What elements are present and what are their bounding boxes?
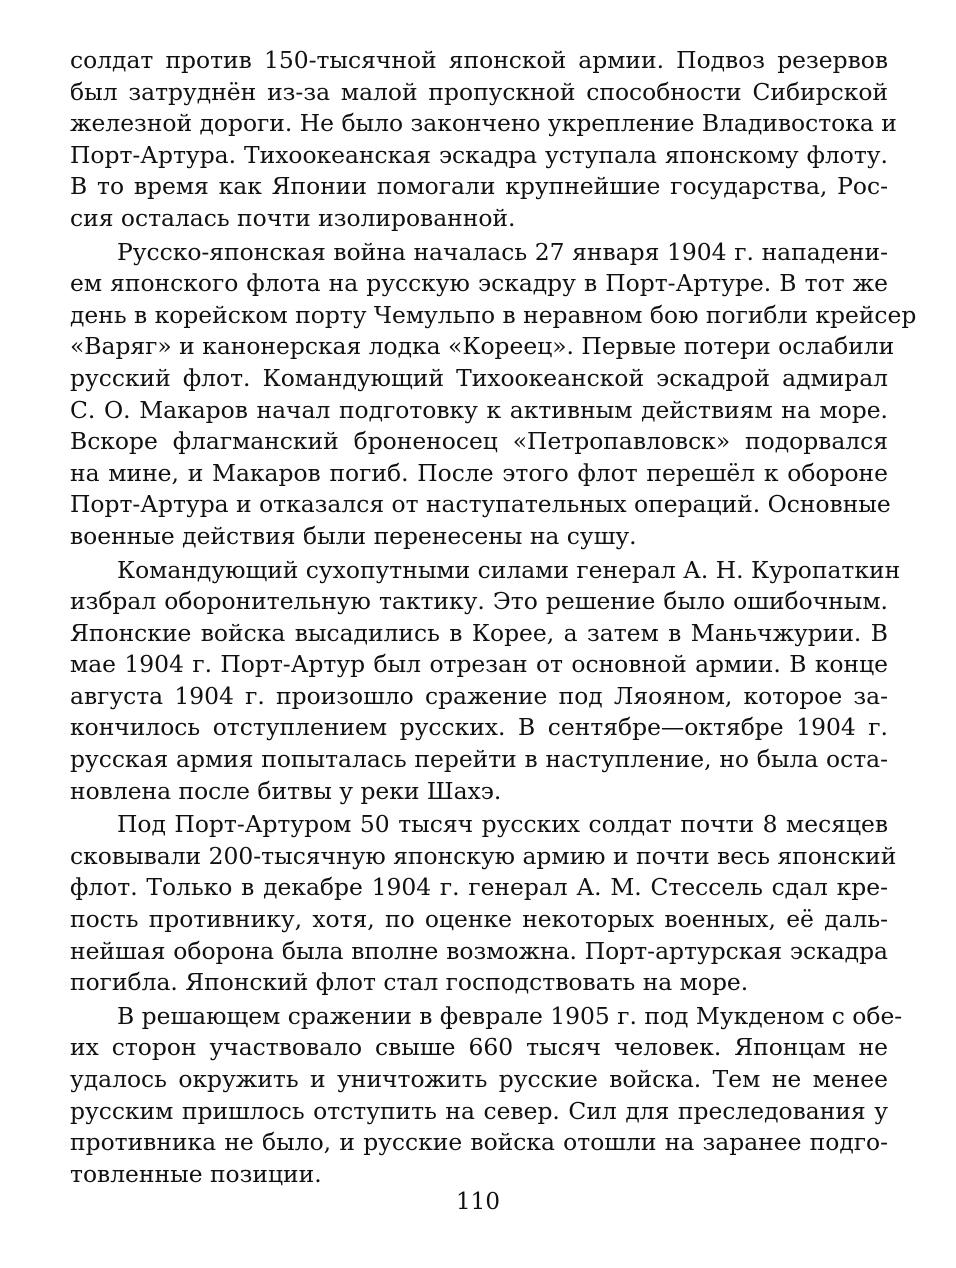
text-line: их сторон участвовало свыше 660 тысяч человек. Японцам не — [70, 1033, 888, 1062]
text-line: товленные позиции. — [70, 1159, 322, 1188]
text-line: русский флот. Командующий Тихоокеанской эскадрой адмирал — [70, 363, 888, 392]
text-line: Порт-Артура и отказался от наступательных операций. Основные — [70, 490, 891, 519]
text-line: удалось окружить и уничтожить русские войска. Тем не менее — [70, 1065, 888, 1093]
text-line: железной дороги. Не было закончено укрепление Владивостока и — [70, 109, 897, 138]
text-line: Японские войска высадились в Корее, а затем в Маньчжурии. В — [70, 618, 888, 647]
text-line: С. О. Макаров начал подготовку к активным действиям на море. — [70, 395, 888, 424]
text-line: Вскоре флагманский броненосец «Петропавловск» подорвался — [70, 427, 888, 456]
text-line: солдат против 150-тысячной японской армии. Подвоз резервов — [70, 46, 888, 74]
text-line: сковывали 200-тысячную японскую армию и почти весь японский — [70, 841, 897, 870]
text-line: кончилось отступлением русских. В сентябре—октябре 1904 г. — [70, 713, 888, 742]
text-line: Порт-Артура. Тихоокеанская эскадра уступала японскому флоту. — [70, 140, 888, 169]
text-line: новлена после битвы у реки Шахэ. — [70, 776, 502, 805]
paragraph-5 — [70, 1001, 903, 1191]
text-line: Под Порт-Артуром 50 тысяч русских солдат почти 8 месяцев — [117, 810, 888, 839]
text-line: избрал оборонительную тактику. Это решение было ошибочным. — [70, 587, 888, 616]
text-line: был затруднён из-за малой пропускной способности Сибирской — [70, 77, 888, 106]
text-line: сия осталась почти изолированной. — [70, 203, 516, 232]
paragraph-1 — [70, 45, 897, 235]
text-line: августа 1904 г. произошло сражение под Ляояном, которое за- — [70, 681, 888, 710]
text-line: погибла. Японский флот стал господствовать на море. — [70, 968, 749, 997]
text-line: ем японского флота на русскую эскадру в Порт-Артуре. В тот же — [70, 269, 888, 298]
text-line: В то время как Японии помогали крупнейшие государства, Рос- — [70, 172, 888, 201]
text-line: пость противнику, хотя, по оценке некоторых военных, её даль- — [70, 905, 888, 934]
text-line: В решающем сражении в феврале 1905 г. под Мукденом с обе- — [117, 1001, 903, 1030]
text-line: русским пришлось отступить на север. Сил для преследования у — [70, 1096, 888, 1125]
paragraph-3 — [70, 555, 901, 808]
paragraph-4 — [70, 809, 897, 999]
paragraph-2 — [70, 237, 917, 553]
text-line: день в корейском порту Чемульпо в неравном бою погибли крейсер — [70, 300, 917, 329]
text-line: «Варяг» и канонерская лодка «Кореец». Первые потери ослабили — [70, 332, 895, 361]
text-line: Русско-японская война началась 27 января 1904 г. нападени- — [117, 237, 888, 266]
text-line: на мине, и Макаров погиб. После этого флот перешёл к обороне — [70, 458, 888, 487]
text-line: флот. Только в декабре 1904 г. генерал А. М. Стессель сдал кре- — [70, 873, 888, 902]
text-line: Командующий сухопутными силами генерал А. Н. Куропаткин — [117, 555, 901, 584]
text-line: военные действия были перенесены на сушу. — [70, 521, 637, 550]
body-text — [70, 45, 917, 1190]
text-line: русская армия попыталась перейти в наступление, но была оста- — [70, 745, 888, 774]
text-line: нейшая оборона была вполне возможна. Порт-артурская эскадра — [70, 936, 888, 965]
text-line: мае 1904 г. Порт-Артур был отрезан от основной армии. В конце — [70, 650, 888, 679]
text-line: противника не было, и русские войска отошли на заранее подго- — [70, 1128, 888, 1157]
page-number: 110 — [456, 1189, 500, 1215]
